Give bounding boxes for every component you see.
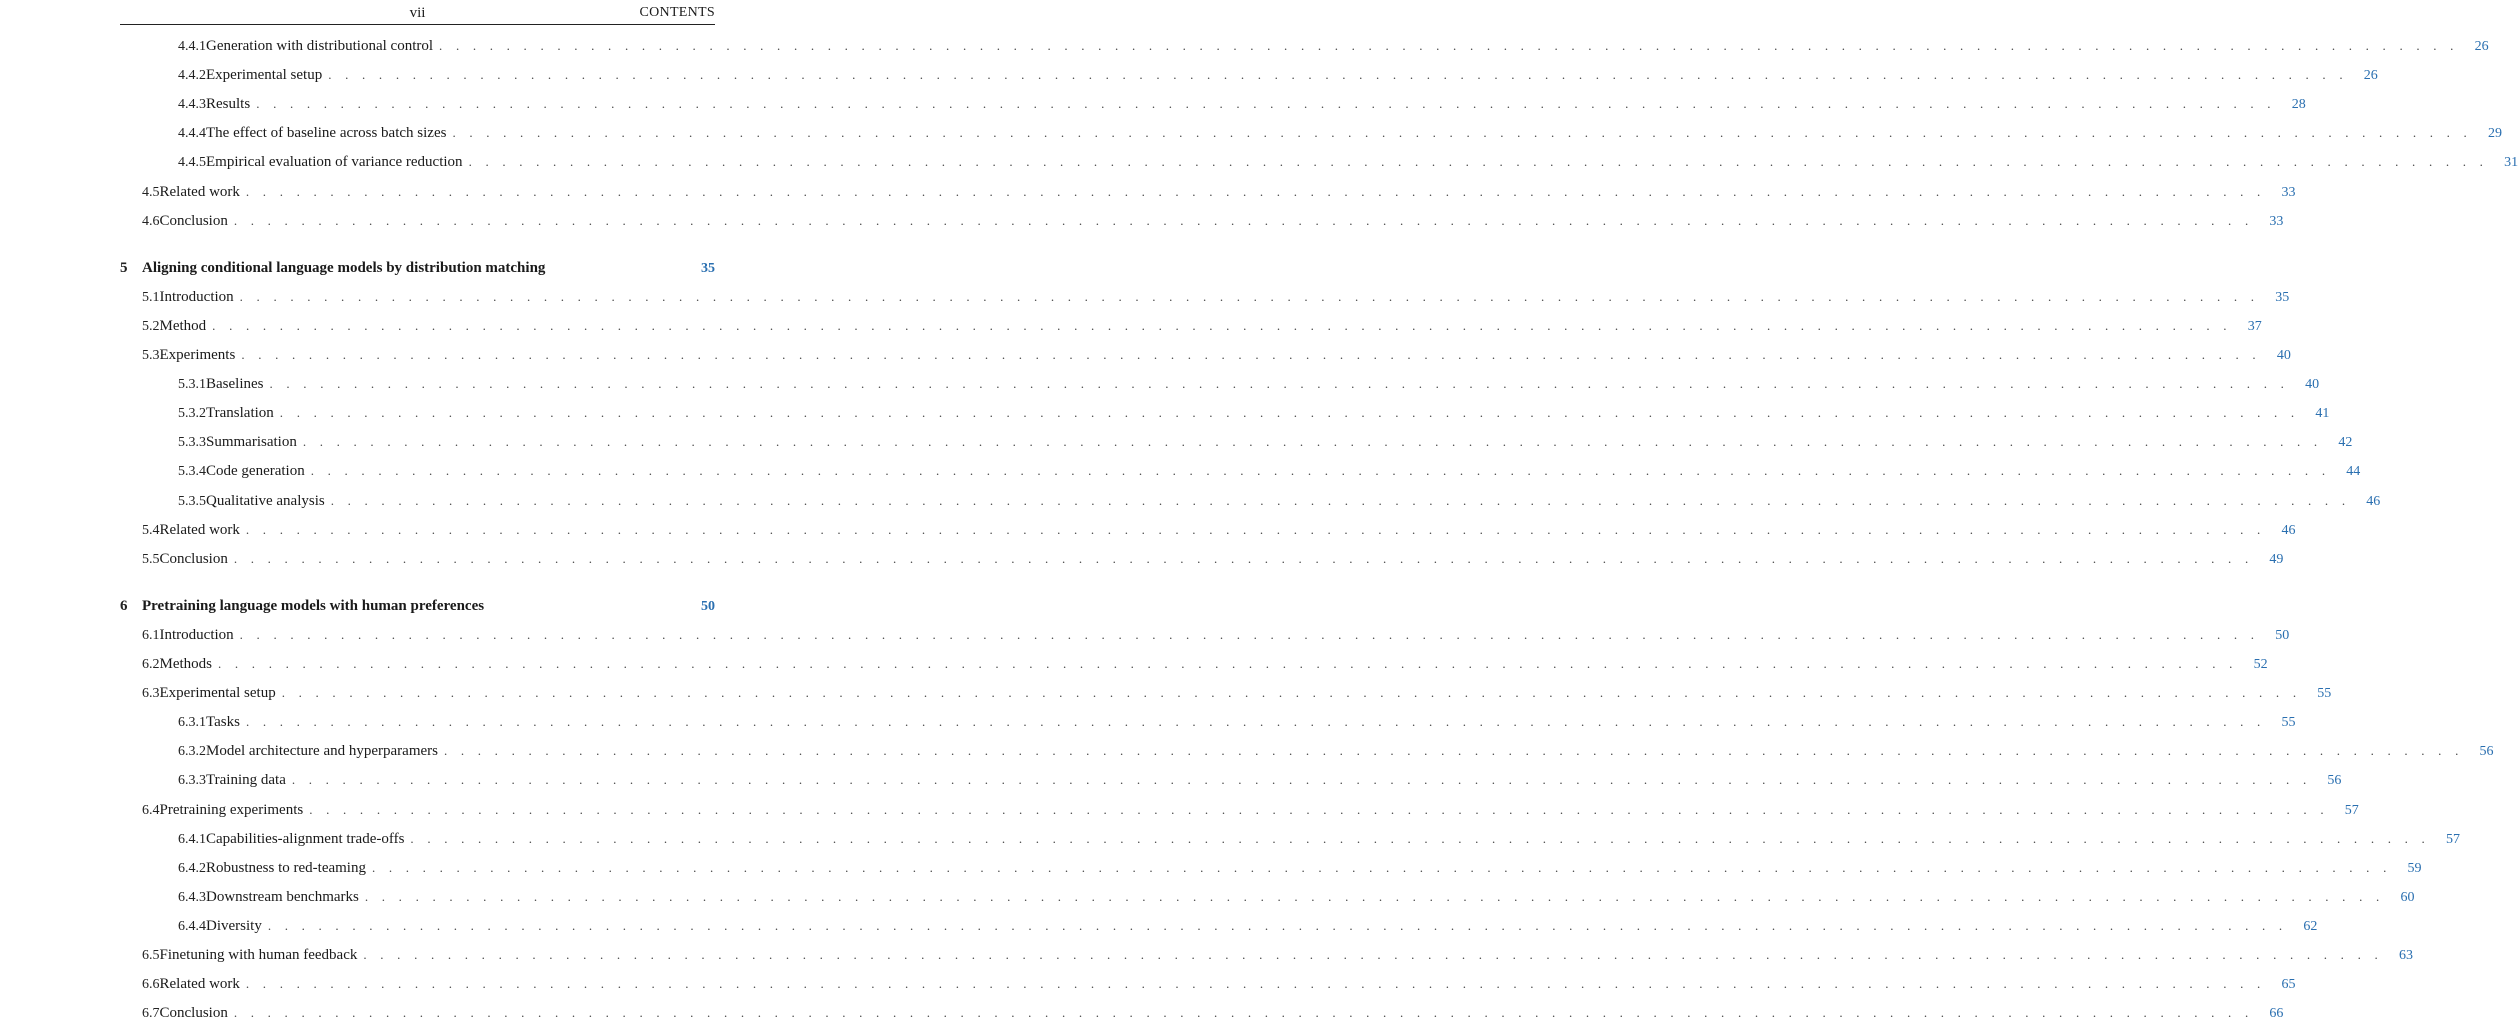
toc-page-number-link[interactable]: 57 [2344,802,2359,818]
toc-page-number-link[interactable]: 40 [2276,348,2291,363]
toc-page-number-link[interactable]: 60 [2400,889,2415,905]
toc-page-number-link[interactable]: 44 [2346,464,2361,480]
toc-entry-title[interactable]: Pretraining language models with human preferences [142,598,490,615]
toc-page-number-link[interactable]: 65 [2281,977,2296,993]
toc-entry-6-4-2[interactable] [178,859,2422,880]
toc-entry-number: 4.4.3 [178,97,206,113]
toc-entry-title[interactable]: Related work [160,976,246,993]
toc-entry-number: 4.6 [142,213,160,229]
toc-entry-6-6[interactable] [142,976,2296,996]
toc-entry-title[interactable]: Aligning conditional language models by distribution matching [142,260,551,277]
dot-leader: . . . . . . . . . . . . . . . . . . . . . . . . . . . . . . . . . . . . . . . . . . . . . . . . . . . . . . . . . . . . . . . . . . . . . . . . . . . . . . . . . . . . . . . . . . . . . . . . . . . . . . . . . . . . . . . . . . . . . . . . [233,1005,2254,1021]
toc-entry-title[interactable]: Capabilities-alignment trade-offs [206,831,410,848]
toc-entry-number: 5.3.5 [178,493,206,509]
toc-page-number-link[interactable]: 35 [701,260,715,276]
toc-entry-number: 5.3 [142,348,160,363]
toc-entry-number: 6.3.2 [178,744,206,760]
toc-entry-title[interactable]: Pretraining experiments [160,802,310,819]
toc-page-number-link[interactable]: 49 [2269,551,2284,567]
toc-page-number-link[interactable]: 56 [2479,744,2494,760]
toc-entry-6-4-3[interactable] [178,888,2415,909]
toc-page-number-link[interactable]: 56 [2327,773,2342,789]
dot-leader: . . . . . . . . . . . . . . . . . . . . . . . . . . . . . . . . . . . . . . . . . . . . . . . . . . . . . . . . . . . . . . . . . . . . . . . . . . . . . . . . . . . . . . . . . . . . . . . . . . . . . . . . . . . . . . . . . . . . . . . . [371,859,2392,875]
toc-entry-4-5[interactable] [142,183,2296,204]
dot-leader: . . . . . . . . . . . . . . . . . . . . . . . . . . . . . . . . . . . . . . . . . . . . . . . . . . . . . . . . . . . . . . . . . . . . . . . . . . . . . . . . . . . . . . . . . . . . . . . . . . . . . . . . . . . . . . . . . . . . . . . . [269,376,2290,392]
toc-entry-number: 5.3.1 [178,377,206,393]
toc-entry-number: 5.3.2 [178,406,206,422]
toc-page-number-link[interactable]: 40 [2305,377,2320,393]
toc-entry-5-3-4[interactable] [178,463,2361,483]
toc-entry-6-4-1[interactable] [178,830,2460,851]
toc-entry-number: 6 [120,597,128,614]
toc-entry-title[interactable]: Conclusion [160,213,234,230]
toc-page-number-link[interactable]: 33 [2281,184,2296,200]
dot-leader: . . . . . . . . . . . . . . . . . . . . . . . . . . . . . . . . . . . . . . . . . . . . . . . . . . . . . . . . . . . . . . . . . . . . . . . . . . . . . . . . . . . . . . . . . . . . . . . . . . . . . . . . . . . . . . . . . . . . . . . . [267,917,2288,933]
toc-entry-title[interactable]: Robustness to red-teaming [206,860,372,877]
dot-leader: . . . . . . . . . . . . . . . . . . . . . . . . . . . . . . . . . . . . . . . . . . . . . . . . . . . . . . . . . . . . . . . . . . . . . . . . . . . . . . . . . . . . . . . . . . . . . . . . . . . . . . . . . . . . . . . . . . . . . . . . [309,801,2329,817]
toc-entry-title[interactable]: Model architecture and hyperparamers [206,743,444,760]
toc-page-number-link[interactable]: 50 [2275,627,2290,643]
toc-entry-6-4[interactable] [142,801,2359,822]
toc-entry-title[interactable]: Tasks [206,714,246,731]
toc-page-number-link[interactable]: 37 [2247,318,2262,334]
toc-entry-number: 4.4.1 [178,39,206,54]
toc-page-number-link[interactable]: 52 [2253,657,2268,672]
toc-entry-number: 5.1 [142,289,160,305]
toc-entry-number: 4.5 [142,184,160,200]
dot-leader: . . . . . . . . . . . . . . . . . . . . . . . . . . . . . . . . . . . . . . . . . . . . . . . . . . . . . . . . . . . . . . . . . . . . . . . . . . . . . . . . . . . . . . . . . . . . . . . . . . . . . . . . . . . . . . . . . . . . . . . . [443,743,2464,759]
toc-entry-title[interactable]: Code generation [206,463,311,480]
dot-leader: . . . . . . . . . . . . . . . . . . . . . . . . . . . . . . . . . . . . . . . . . . . . . . . . . . . . . . . . . . . . . . . . . . . . . . . . . . . . . . . . . . . . . . . . . . . . . . . . . . . . . . . . . . . . . . . . . . . . . . . . [468,154,2489,170]
toc-entry-title[interactable]: Introduction [160,627,240,644]
dot-leader: . . . . . . . . . . . . . . . . . . . . . . . . . . . . . . . . . . . . . . . . . . . . . . . . . . . . . . . . . . . . . . . . . . . . . . . . . . . . . . . . . . . . . . . . . . . . . . . . . . . . . . . . . . . . . . . . . . . . . . . . [239,288,2260,304]
dot-leader: . . . . . . . . . . . . . . . . . . . . . . . . . . . . . . . . . . . . . . . . . . . . . . . . . . . . . . . . . . . . . . . . . . . . . . . . . . . . . . . . . . . . . . . . . . . . . . . . . . . . . . . . . . . . . . . . . . . . . . . . [233,212,2254,228]
toc-page-number-link[interactable]: 46 [2281,522,2296,538]
toc-page-number-link[interactable]: 33 [2269,213,2284,229]
toc-page-number-link[interactable]: 31 [2504,155,2518,171]
dot-leader: . . . . . . . . . . . . . . . . . . . . . . . . . . . . . . . . . . . . . . . . . . . . . . . . . . . . . . . . . . . . . . . . . . . . . . . . . . . . . . . . . . . . . . . . . . . . . . . . . . . . . . . . . . . . . . . . . . . . . . . . [245,521,2266,537]
dot-leader: . . . . . . . . . . . . . . . . . . . . . . . . . . . . . . . . . . . . . . . . . . . . . . . . . . . . . . . . . . . . . . . . . . . . . . . . . . . . . . . . . . . . . . . . . . . . . . . . . . . . . . . . . . . . . . . . . . . . . . . . [239,626,2260,642]
toc-page-number-link[interactable]: 59 [2407,860,2422,876]
page-folio: vii [409,5,426,21]
toc-page-number-link[interactable]: 42 [2338,435,2353,451]
toc-entry-6-3-3[interactable] [178,772,2342,792]
toc-entry-5-3[interactable] [142,347,2291,367]
toc-entry-title[interactable]: Translation [206,405,280,422]
running-header [120,0,715,25]
toc-entry-5-2[interactable] [142,317,2262,338]
toc-page-number-link[interactable]: 63 [2398,948,2413,963]
toc-entry-title[interactable]: Conclusion [160,551,234,568]
toc-entry-number: 6.3.3 [178,773,206,789]
toc-entry-title[interactable]: Training data [206,772,292,789]
toc-page-number-link[interactable]: 55 [2317,686,2332,702]
toc-entry-number: 6.4.3 [178,889,206,905]
dot-leader: . . . . . . . . . . . . . . . . . . . . . . . . . . . . . . . . . . . . . . . . . . . . . . . . . . . . . . . . . . . . . . . . . . . . . . . . . . . . . . . . . . . . . . . . . . . . . . . . . . . . . . . . . . . . . . . . . . . . . . . . [218,656,2238,671]
toc-entry-6-3-2[interactable] [178,743,2494,763]
toc-entry-6-3[interactable] [142,685,2332,705]
toc-entry-title[interactable]: Finetuning with human feedback [160,947,364,964]
toc-entry-number: 5.4 [142,522,160,538]
dot-leader: . . . . . . . . . . . . . . . . . . . . . . . . . . . . . . . . . . . . . . . . . . . . . . . . . . . . . . . . . . . . . . . . . . . . . . . . . . . . . . . . . . . . . . . . . . . . . . . . . . . . . . . . . . . . . . . . . . . . . . . . [256,96,2276,112]
toc-entry-title[interactable]: Methods [160,656,219,673]
toc-entry-number: 6.5 [142,948,160,963]
toc-entry-number: 4.4.5 [178,155,206,171]
toc-entry-5-1[interactable] [142,288,2290,309]
dot-leader: . . . . . . . . . . . . . . . . . . . . . . . . . . . . . . . . . . . . . . . . . . . . . . . . . . . . . . . . . . . . . . . . . . . . . . . . . . . . . . . . . . . . . . . . . . . . . . . . . . . . . . . . . . . . . . . . . . . . . . . . [330,492,2351,508]
toc-entry-title[interactable]: Baselines [206,376,270,393]
toc-entry-5-4[interactable] [142,521,2296,542]
dot-leader: . . . . . . . . . . . . . . . . . . . . . . . . . . . . . . . . . . . . . . . . . . . . . . . . . . . . . . . . . . . . . . . . . . . . . . . . . . . . . . . . . . . . . . . . . . . . . . . . . . . . . . . . . . . . . . . . . . . . . . . . [245,183,2266,199]
toc-entry-title[interactable]: Generation with distributional control [206,38,439,55]
dot-leader: . . . . . . . . . . . . . . . . . . . . . . . . . . . . . . . . . . . . . . . . . . . . . . . . . . . . . . . . . . . . . . . . . . . . . . . . . . . . . . . . . . . . . . . . . . . . . . . . . . . . . . . . . . . . . . . . . . . . . . . . [245,714,2266,730]
toc-entry-title[interactable]: Introduction [160,289,240,306]
dot-leader: . . . . . . . . . . . . . . . . . . . . . . . . . . . . . . . . . . . . . . . . . . . . . . . . . . . . . . . . . . . . . . . . . . . . . . . . . . . . . . . . . . . . . . . . . . . . . . . . . . . . . . . . . . . . . . . . . . . . . . . . [233,550,2254,566]
toc-entry-5-3-3[interactable] [178,434,2353,454]
toc-entry-title[interactable]: Empirical evaluation of variance reduction [206,154,469,171]
running-title: CONTENTS [639,5,715,20]
dot-leader: . . . . . . . . . . . . . . . . . . . . . . . . . . . . . . . . . . . . . . . . . . . . . . . . . . . . . . . . . . . . . . . . . . . . . . . . . . . . . . . . . . . . . . . . . . . . . . . . . . . . . . . . . . . . . . . . . . . . . . . . [291,772,2312,788]
toc-page-number-link[interactable]: 26 [2363,68,2378,84]
toc-entry-number: 6.4.1 [178,831,206,847]
toc-entry-number: 5.3.3 [178,435,206,451]
toc-entry-title[interactable]: The effect of baseline across batch sizes [206,125,452,142]
toc-page-number-link[interactable]: 62 [2303,918,2318,934]
toc-page-number-link[interactable]: 66 [2269,1006,2284,1022]
dot-leader: . . . . . . . . . . . . . . . . . . . . . . . . . . . . . . . . . . . . . . . . . . . . . . . . . . . . . . . . . . . . . . . . . . . . . . . . . . . . . . . . . . . . . . . . . . . . . . . . . . . . . . . . . . . . . . . . . . . . . . . . [410,830,2430,846]
toc-entry-title[interactable]: Experimental setup [206,67,328,84]
toc-entry-number: 6.4.4 [178,918,206,934]
toc-entry-4-4-3[interactable] [178,96,2306,116]
toc-entry-title[interactable]: Summarisation [206,434,303,451]
toc-entry-title[interactable]: Experimental setup [160,685,282,702]
toc-page-number-link[interactable]: 41 [2315,406,2330,422]
toc-entry-chapter-5[interactable] [120,260,715,280]
toc-entry-6-2[interactable] [142,656,2268,676]
toc-entry-6-5[interactable] [142,947,2413,967]
toc-page-number-link[interactable]: 29 [2488,126,2503,142]
toc-entry-number: 6.6 [142,977,160,993]
toc-page-number-link[interactable]: 46 [2366,493,2381,509]
toc-entry-4-4-1[interactable] [178,38,2489,58]
toc-entry-title[interactable]: Downstream benchmarks [206,889,365,906]
dot-leader: . . . . . . . . . . . . . . . . . . . . . . . . . . . . . . . . . . . . . . . . . . . . . . . . . . . . . . . . . . . . . . . . . . . . . . . . . . . . . . . . . . . . . . . . . . . . . . . . . . . . . . . . . . . . . . . . . . . . . . . . [452,125,2473,141]
toc-entry-number: 6.3 [142,686,160,702]
toc-page-number-link[interactable]: 57 [2445,831,2460,847]
toc-entry-title[interactable]: Related work [160,522,246,539]
toc-entry-number: 6.3.1 [178,715,206,731]
toc-entry-number: 5.2 [142,318,160,334]
toc-entry-chapter-6[interactable] [120,598,715,618]
toc-entry-number: 6.4 [142,802,160,818]
toc-entry-title[interactable]: Results [206,96,256,113]
toc-entry-number: 5 [120,259,128,276]
toc-entry-number: 5.5 [142,551,160,567]
toc-entry-number: 4.4.2 [178,68,206,84]
dot-leader: . . . . . . . . . . . . . . . . . . . . . . . . . . . . . . . . . . . . . . . . . . . . . . . . . . . . . . . . . . . . . . . . . . . . . . . . . . . . . . . . . . . . . . . . . . . . . . . . . . . . . . . . . . . . . . . . . . . . . . . . [439,38,2459,53]
toc-entry-number: 6.1 [142,627,160,643]
dot-leader: . . . . . . . . . . . . . . . . . . . . . . . . . . . . . . . . . . . . . . . . . . . . . . . . . . . . . . . . . . . . . . . . . . . . . . . . . . . . . . . . . . . . . . . . . . . . . . . . . . . . . . . . . . . . . . . . . . . . . . . . [245,976,2266,992]
toc-entry-number: 6.4.2 [178,860,206,876]
dot-leader: . . . . . . . . . . . . . . . . . . . . . . . . . . . . . . . . . . . . . . . . . . . . . . . . . . . . . . . . . . . . . . . . . . . . . . . . . . . . . . . . . . . . . . . . . . . . . . . . . . . . . . . . . . . . . . . . . . . . . . . . [279,405,2300,421]
toc-entry-5-3-2[interactable] [178,405,2330,425]
toc-entry-title[interactable]: Conclusion [160,1005,234,1022]
toc-page-number-link[interactable]: 50 [701,598,715,614]
toc-entry-4-6[interactable] [142,212,2284,233]
toc-entry-number: 4.4.4 [178,126,206,142]
toc-entry-number: 6.7 [142,1006,160,1022]
toc-entry-5-5[interactable] [142,550,2284,571]
dot-leader: . . . . . . . . . . . . . . . . . . . . . . . . . . . . . . . . . . . . . . . . . . . . . . . . . . . . . . . . . . . . . . . . . . . . . . . . . . . . . . . . . . . . . . . . . . . . . . . . . . . . . . . . . . . . . . . . . . . . . . . . [281,685,2302,701]
toc-entry-5-3-5[interactable] [178,492,2381,513]
dot-leader: . . . . . . . . . . . . . . . . . . . . . . . . . . . . . . . . . . . . . . . . . . . . . . . . . . . . . . . . . . . . . . . . . . . . . . . . . . . . . . . . . . . . . . . . . . . . . . . . . . . . . . . . . . . . . . . . . . . . . . . . [363,947,2383,962]
toc-entry-title[interactable]: Experiments [160,347,242,364]
toc-page-number-link[interactable]: 28 [2291,97,2306,113]
toc-entry-6-1[interactable] [142,626,2290,647]
dot-leader: . . . . . . . . . . . . . . . . . . . . . . . . . . . . . . . . . . . . . . . . . . . . . . . . . . . . . . . . . . . . . . . . . . . . . . . . . . . . . . . . . . . . . . . . . . . . . . . . . . . . . . . . . . . . . . . . . . . . . . . . [302,434,2323,450]
toc-entry-title[interactable]: Diversity [206,918,268,935]
toc-entry-number: 6.2 [142,657,160,672]
dot-leader: . . . . . . . . . . . . . . . . . . . . . . . . . . . . . . . . . . . . . . . . . . . . . . . . . . . . . . . . . . . . . . . . . . . . . . . . . . . . . . . . . . . . . . . . . . . . . . . . . . . . . . . . . . . . . . . . . . . . . . . . [328,67,2348,83]
toc-entry-title[interactable]: Related work [160,184,246,201]
toc-entry-4-4-4[interactable] [178,125,2503,145]
toc-entry-6-3-1[interactable] [178,714,2296,734]
toc-entry-6-7[interactable] [142,1005,2284,1025]
dot-leader: . . . . . . . . . . . . . . . . . . . . . . . . . . . . . . . . . . . . . . . . . . . . . . . . . . . . . . . . . . . . . . . . . . . . . . . . . . . . . . . . . . . . . . . . . . . . . . . . . . . . . . . . . . . . . . . . . . . . . . . . [241,347,2261,362]
toc-entry-4-4-2[interactable] [178,67,2378,87]
toc-entry-title[interactable]: Qualitative analysis [206,493,331,510]
toc-page-number-link[interactable]: 26 [2474,39,2489,54]
dot-leader: . . . . . . . . . . . . . . . . . . . . . . . . . . . . . . . . . . . . . . . . . . . . . . . . . . . . . . . . . . . . . . . . . . . . . . . . . . . . . . . . . . . . . . . . . . . . . . . . . . . . . . . . . . . . . . . . . . . . . . . . [212,317,2232,333]
dot-leader: . . . . . . . . . . . . . . . . . . . . . . . . . . . . . . . . . . . . . . . . . . . . . . . . . . . . . . . . . . . . . . . . . . . . . . . . . . . . . . . . . . . . . . . . . . . . . . . . . . . . . . . . . . . . . . . . . . . . . . . . [364,888,2385,904]
toc-entry-number: 5.3.4 [178,464,206,480]
toc-entry-title[interactable]: Method [160,318,213,335]
dot-leader: . . . . . . . . . . . . . . . . . . . . . . . . . . . . . . . . . . . . . . . . . . . . . . . . . . . . . . . . . . . . . . . . . . . . . . . . . . . . . . . . . . . . . . . . . . . . . . . . . . . . . . . . . . . . . . . . . . . . . . . . [310,463,2331,479]
toc-entry-5-3-1[interactable] [178,376,2320,396]
toc-entry-4-4-5[interactable] [178,154,2518,174]
toc-page-number-link[interactable]: 35 [2275,289,2290,305]
toc-page-number-link[interactable]: 55 [2281,715,2296,731]
toc-entry-6-4-4[interactable] [178,917,2318,938]
